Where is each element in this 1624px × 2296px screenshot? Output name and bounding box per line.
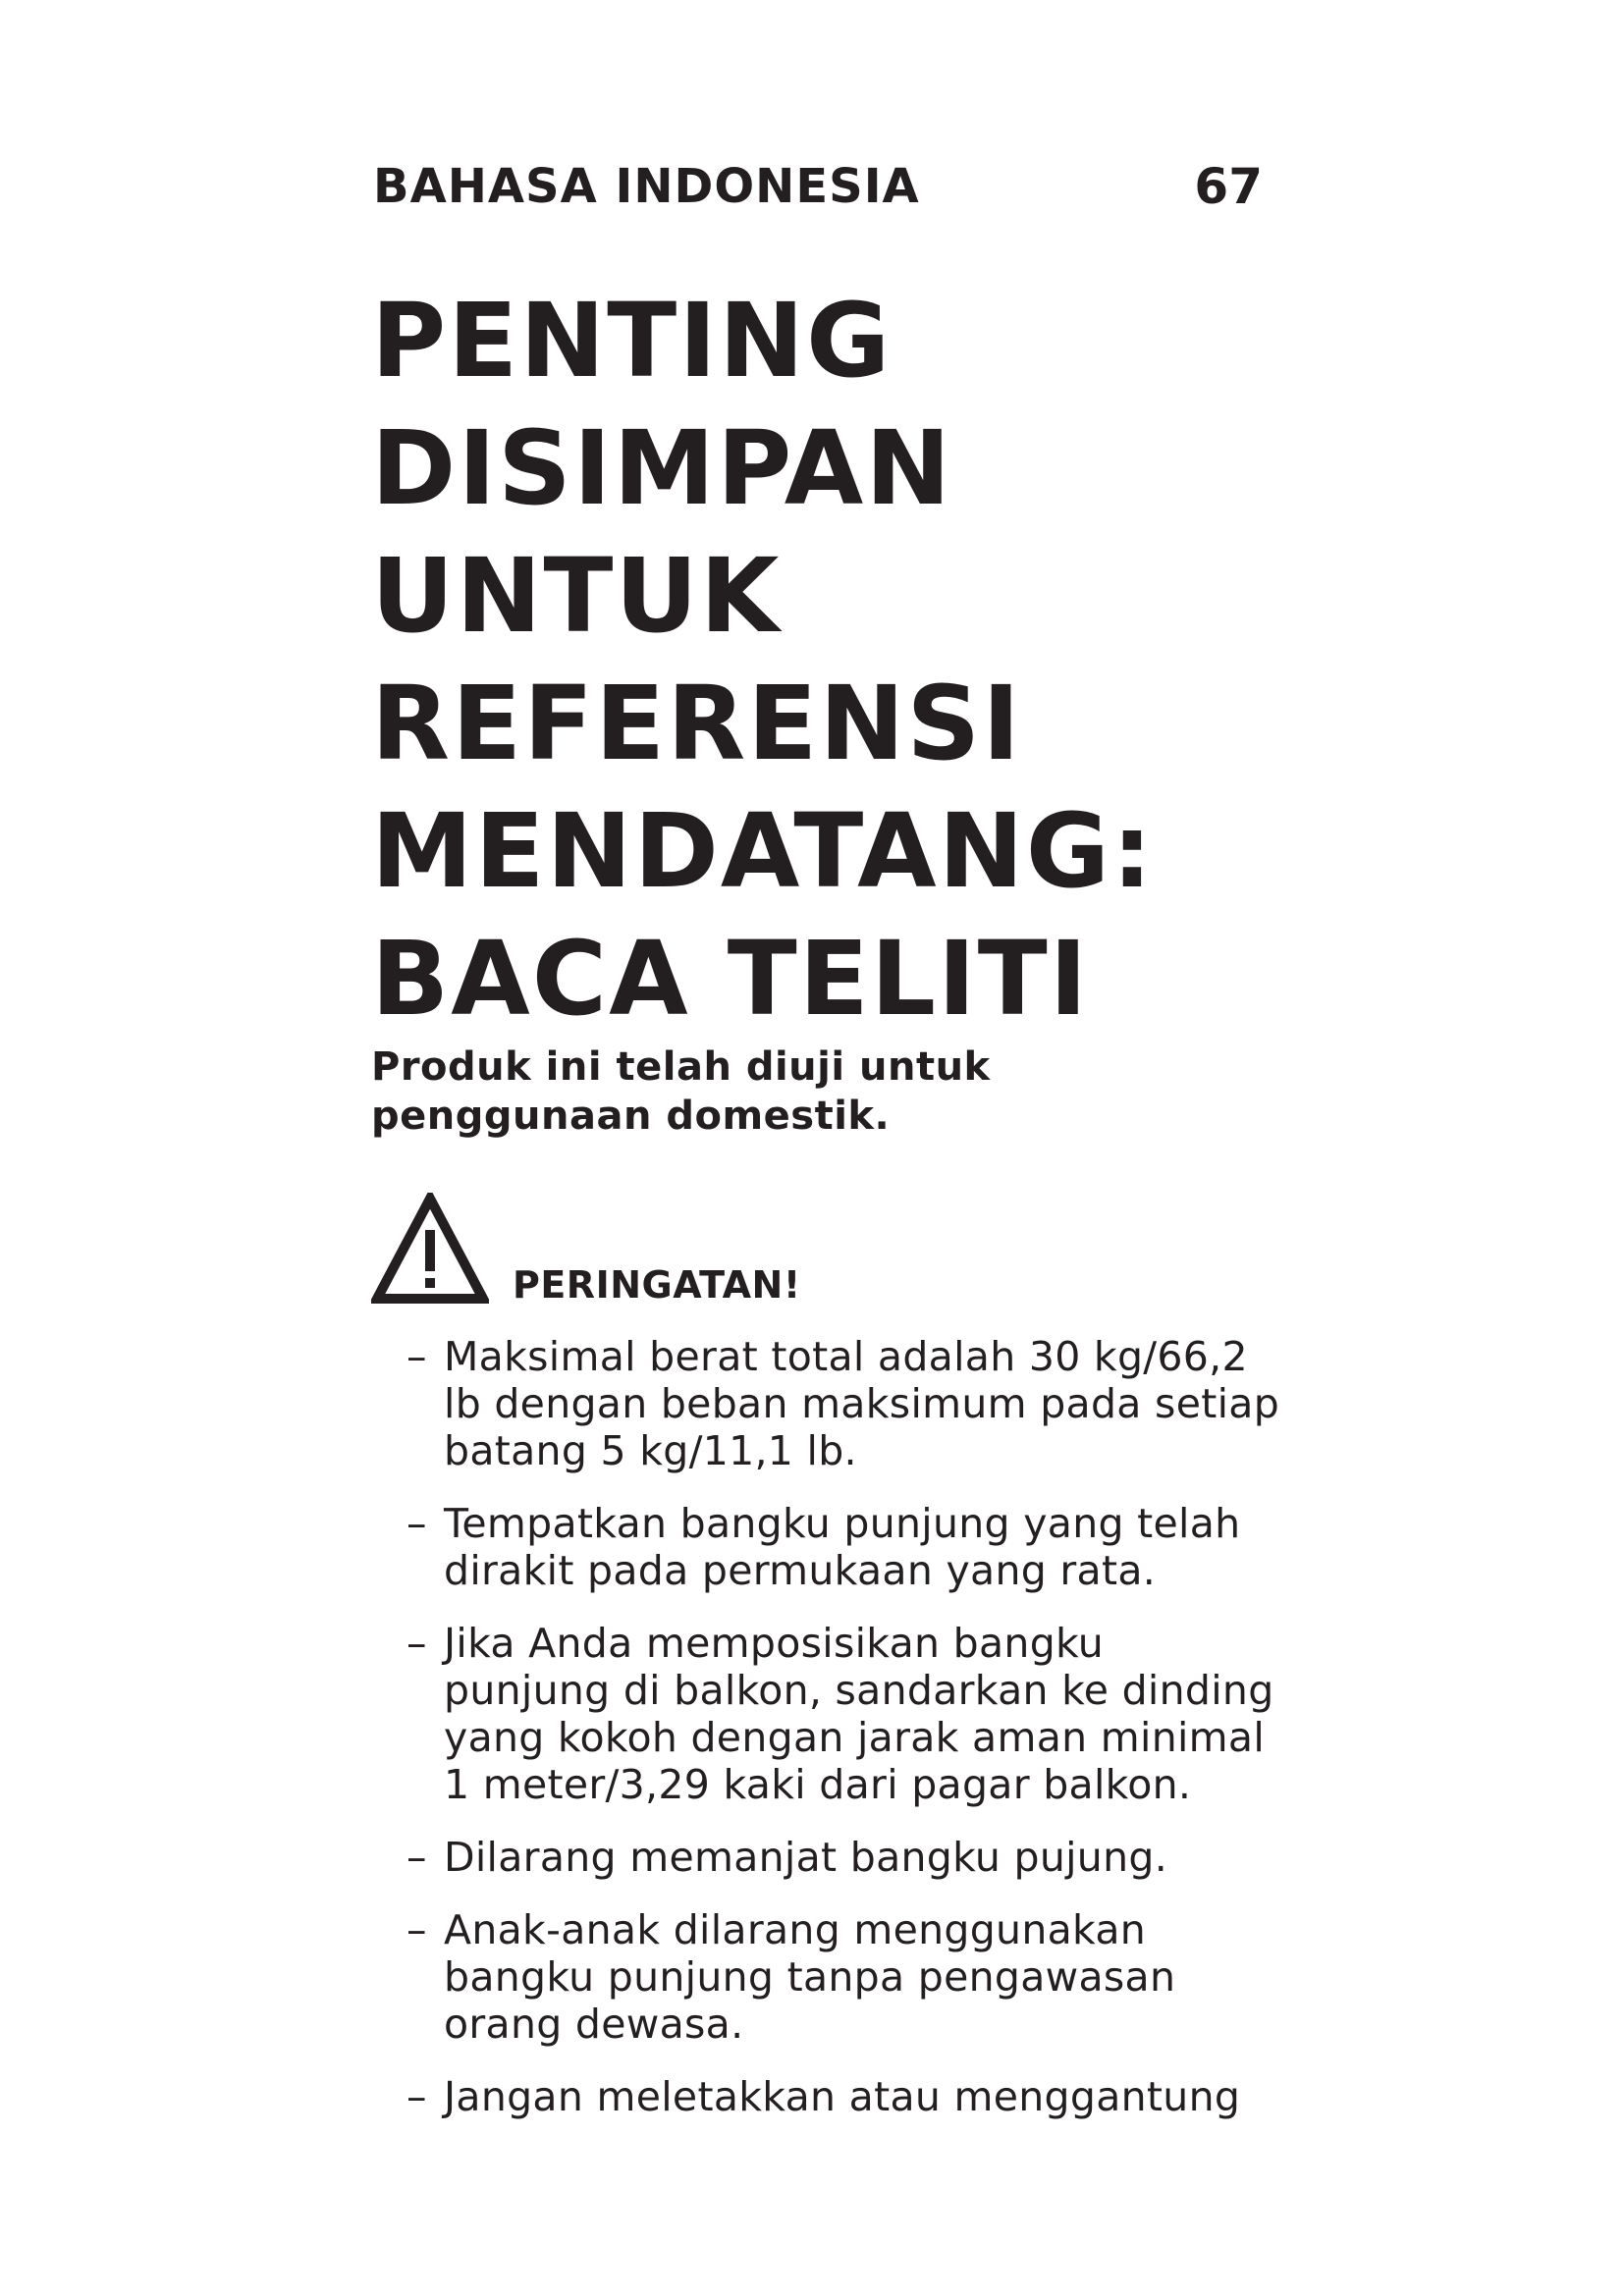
list-item-line: Maksimal berat total adalah 30 kg/66,2 xyxy=(444,1333,1248,1380)
warning-label: PERINGATAN! xyxy=(513,1263,801,1307)
intro-line: penggunaan domestik. xyxy=(371,1094,891,1139)
list-item-line: bangku punjung tanpa pengawasan xyxy=(444,1953,1176,2001)
language-label: BAHASA INDONESIA xyxy=(373,159,920,214)
list-item xyxy=(406,1906,1290,2048)
title-line: MENDATANG: xyxy=(371,791,1155,911)
list-item-line: punjung di balkon, sandarkan ke dinding xyxy=(444,1667,1274,1714)
list-item-line: dirakit pada permukaan yang rata. xyxy=(444,1547,1157,1594)
intro-text xyxy=(371,1042,1255,1141)
list-item xyxy=(406,1834,1290,1881)
list-item-line: yang kokoh dengan jarak aman minimal xyxy=(444,1714,1266,1761)
dash-bullet: – xyxy=(406,1906,427,1953)
warning-heading xyxy=(371,1193,960,1310)
list-item xyxy=(406,1620,1290,1808)
list-item-line: Jika Anda memposisikan bangku xyxy=(444,1620,1105,1667)
page-title xyxy=(371,277,1255,1042)
dash-bullet: – xyxy=(406,1834,427,1881)
title-line: DISIMPAN xyxy=(371,408,953,528)
list-item-line: orang dewasa. xyxy=(444,2001,744,2048)
page-number: 67 xyxy=(1194,158,1263,215)
list-item xyxy=(406,1333,1290,1474)
list-item-line: batang 5 kg/11,1 lb. xyxy=(444,1427,857,1474)
warning-triangle-icon xyxy=(371,1193,489,1306)
list-item-line: Anak-anak dilarang menggunakan xyxy=(444,1906,1147,1953)
list-item-line: Tempatkan bangku punjung yang telah xyxy=(444,1500,1241,1547)
title-line: UNTUK xyxy=(371,536,782,656)
page-header xyxy=(373,157,1263,216)
list-item xyxy=(406,2073,1290,2120)
list-item-line: 1 meter/3,29 kaki dari pagar balkon. xyxy=(444,1761,1192,1808)
list-item-line: Jangan meletakkan atau menggantung xyxy=(444,2073,1241,2120)
dash-bullet: – xyxy=(406,1620,427,1667)
warning-list xyxy=(406,1333,1290,2146)
list-item-line: Dilarang memanjat bangku pujung. xyxy=(444,1834,1168,1881)
list-item-line: lb dengan beban maksimum pada setiap xyxy=(444,1380,1280,1427)
list-item xyxy=(406,1500,1290,1594)
dash-bullet: – xyxy=(406,2073,427,2120)
title-line: REFERENSI xyxy=(371,664,1022,783)
title-line: PENTING xyxy=(371,281,893,400)
title-line: BACA TELITI xyxy=(371,919,1090,1039)
dash-bullet: – xyxy=(406,1333,427,1380)
intro-line: Produk ini telah diuji untuk xyxy=(371,1044,991,1090)
dash-bullet: – xyxy=(406,1500,427,1547)
